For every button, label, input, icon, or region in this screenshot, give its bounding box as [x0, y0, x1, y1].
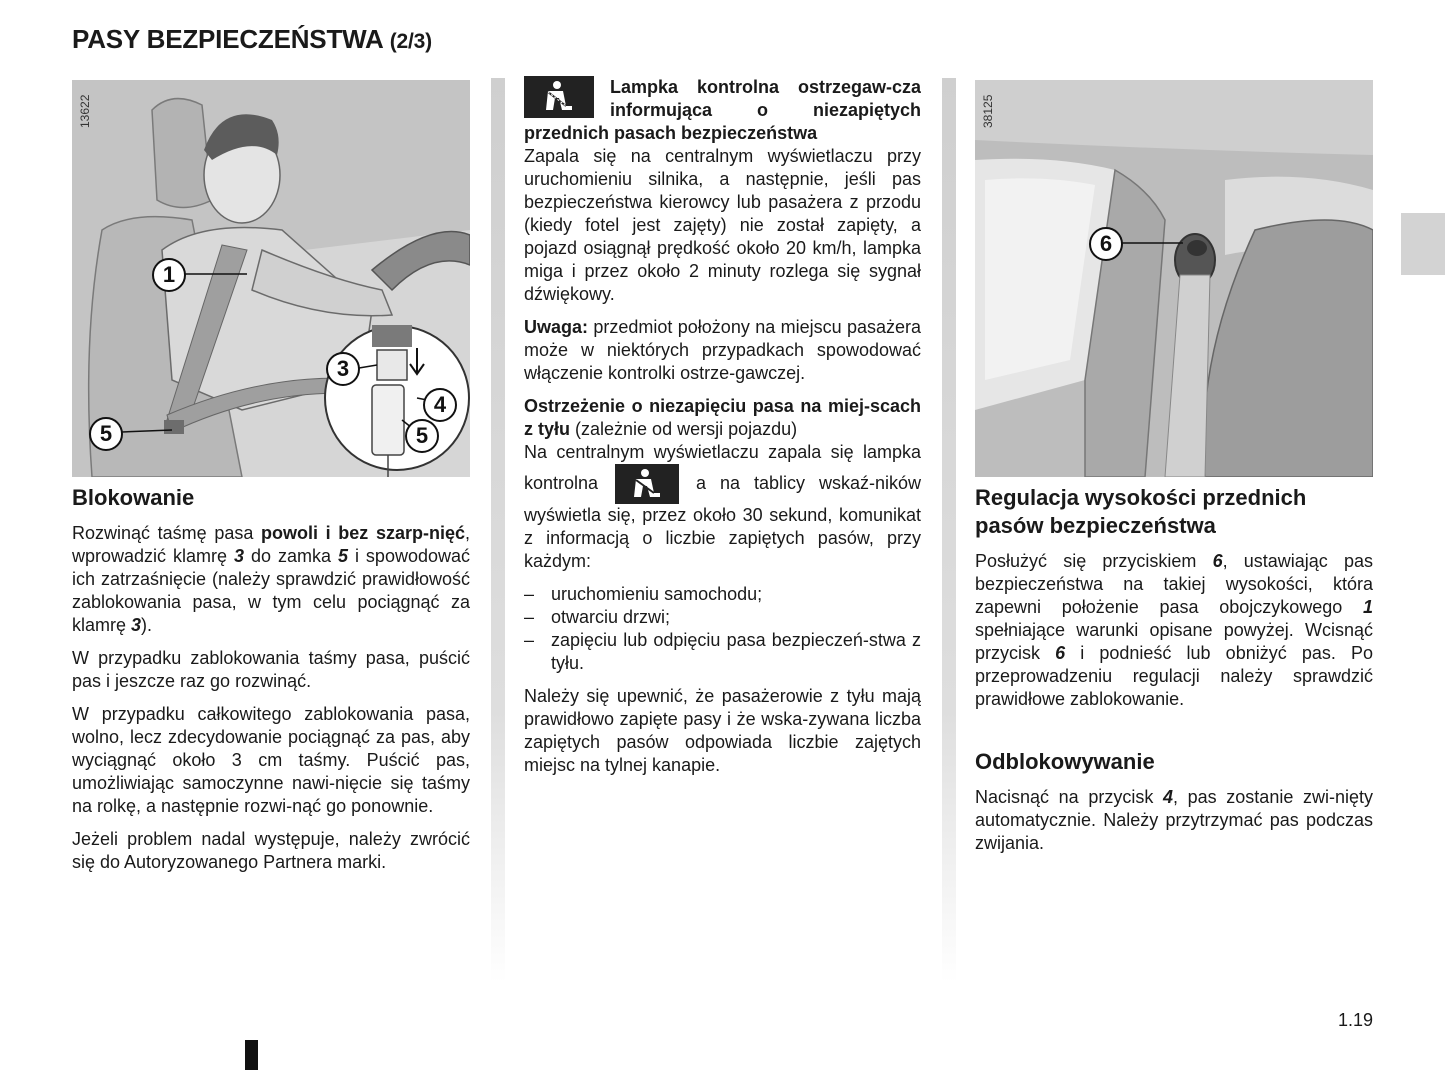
text-run: , wprowadzić klamrę	[72, 523, 470, 566]
col1-paragraph-2: W przypadku zablokowania taśmy pasa, puścić pas i jeszcze raz go rozwinąć.	[72, 648, 470, 691]
col2-final-paragraph: Należy się upewnić, że pasażerowie z tyłu mają prawidłowo zapięte pasy i że wska-zywana liczba zapiętych pasów odpowiada liczbie zajętych miejsc na tylnej kanapie.	[524, 686, 921, 775]
pillar-illustration	[975, 80, 1373, 477]
ref-number: 6	[1055, 643, 1066, 663]
page-title-suffix: (2/3)	[389, 30, 432, 53]
ref-number: 3	[131, 615, 142, 635]
col1-paragraph-1	[72, 522, 470, 637]
callout-5-inset: 5	[405, 419, 439, 453]
warning-heading: Lampka kontrolna ostrzegaw-cza informująca o niezapiętych przednich pasach bezpieczeństwa	[524, 77, 921, 143]
callout-3: 3	[326, 352, 360, 386]
text-run: do zamka	[244, 546, 338, 566]
figure-belt-height-adjuster	[975, 80, 1373, 477]
ref-number: 1	[1362, 597, 1373, 617]
section-heading-regulacja: Regulacja wysokości przednich pasów bezpieczeństwa	[975, 485, 1307, 538]
col1-paragraph-4: Jeżeli problem nadal występuje, należy zwrócić się do Autoryzowanego Partnera marki.	[72, 829, 470, 872]
text-run: , pas zostanie zwi-nięty automatycznie. Należy przytrzymać pas podczas zwijania.	[975, 787, 1373, 853]
warning-block	[524, 76, 921, 145]
text-run: i podnieść lub obniżyć pas. Po przeprowadzeniu regulacji należy sprawdzić prawidłowe zablokowanie.	[975, 643, 1373, 709]
figure-driver-seatbelt	[72, 80, 470, 477]
text-run: przedmiot położony na miejscu pasażera może w niektórych przypadkach spowodować włączenie kontrolki ostrze-gawczej.	[524, 317, 921, 383]
text-run: Posłużyć się przyciskiem	[975, 551, 1213, 571]
chapter-tab	[1401, 213, 1445, 275]
figure-id: 13622	[78, 94, 92, 128]
text-run: Rozwinąć taśmę pasa	[72, 523, 262, 543]
col3-paragraph-2	[975, 786, 1373, 855]
page-number: 1.19	[1337, 1010, 1373, 1030]
text-run: a na tablicy wskaź-ników wyświetla się, przez około 30 sekund, komunikat z informacją o liczbie zapiętych pasów, przy każdym:	[524, 472, 921, 571]
page-title-text: PASY BEZPIECZEŃSTWA	[72, 24, 383, 54]
note-paragraph	[524, 316, 921, 385]
occasion-list	[524, 583, 921, 675]
seatbelt-warning-icon	[524, 76, 594, 118]
col2-text	[524, 76, 921, 787]
text-run: spełniające warunki opisane powyżej. Wcisnąć przycisk	[975, 620, 1373, 663]
list-item: – zapięciu lub odpięciu pasa bezpieczeń-stwa z tyłu.	[524, 629, 921, 675]
warning-paragraph: Zapala się na centralnym wyświetlaczu przy uruchomieniu silnika, a następnie, jeśli pas bezpieczeństwa kierowcy lub pasażera z przodu (kiedy fotel jest zajęty) nie został zapięty, a pojazd osiągnął prędkość około 20 km/h, lampka miga i przez około 2 minuty rozlega się sygnał dźwiękowy.	[524, 146, 921, 304]
ref-number: 6	[1212, 551, 1223, 571]
note-label: Uwaga:	[524, 317, 589, 337]
text-run: , ustawiając pas bezpieczeństwa na takiej wysokości, która zapewni położenie pasa obojczykowego	[975, 551, 1373, 617]
callout-1: 1	[152, 258, 186, 292]
col3-text-2	[975, 786, 1373, 865]
col1-paragraph-3: W przypadku całkowitego zablokowania pasa, wolno, lecz zdecydowanie pociągnąć za pas, aby wyciągnąć około 3 cm taśmy. Puścić pas, umożliwiając samoczynne nawi-nięcie się taśmy na rolkę, a następnie rozwi-nąć go ponownie.	[72, 704, 470, 816]
list-item: – otwarciu drzwi;	[524, 606, 921, 629]
col3-paragraph-1	[975, 550, 1373, 711]
section-heading-blokowanie: Blokowanie	[72, 485, 195, 510]
column-divider	[942, 78, 956, 983]
ref-number: 5	[337, 546, 348, 566]
col1-text	[72, 522, 470, 884]
rear-warning-heading	[524, 395, 921, 441]
text-emphasis: powoli i bez szarp-nięć	[261, 523, 465, 543]
text-run: (zależnie od wersji pojazdu)	[570, 419, 798, 439]
ref-number: 4	[1162, 787, 1173, 807]
rear-warning-paragraph	[524, 441, 921, 573]
driver-illustration	[72, 80, 470, 477]
figure-id: 38125	[981, 94, 995, 128]
col3-text-1	[975, 550, 1373, 721]
page-title	[72, 24, 432, 55]
section-heading-odblokowywanie: Odblokowywanie	[975, 749, 1155, 774]
text-run: i spowodować ich zatrzaśnięcie (należy sprawdzić prawidłowość zablokowania pasa, w tym celu pociągnąć za klamrę	[72, 546, 470, 635]
text-run: Nacisnąć na przycisk	[975, 787, 1163, 807]
seatbelt-warning-icon	[615, 464, 679, 504]
text-run: Na centralnym wyświetlaczu zapala się lampka kontrolna	[524, 442, 921, 493]
callout-5: 5	[89, 417, 123, 451]
column-divider	[491, 78, 505, 983]
callout-4: 4	[423, 388, 457, 422]
rear-label: Ostrzeżenie o niezapięciu pasa na miej-scach z tyłu	[524, 396, 921, 439]
list-item: – uruchomieniu samochodu;	[524, 583, 921, 606]
text-run: ).	[141, 615, 153, 635]
ref-number: 3	[234, 546, 245, 566]
print-mark	[245, 1040, 258, 1070]
callout-6: 6	[1089, 227, 1123, 261]
